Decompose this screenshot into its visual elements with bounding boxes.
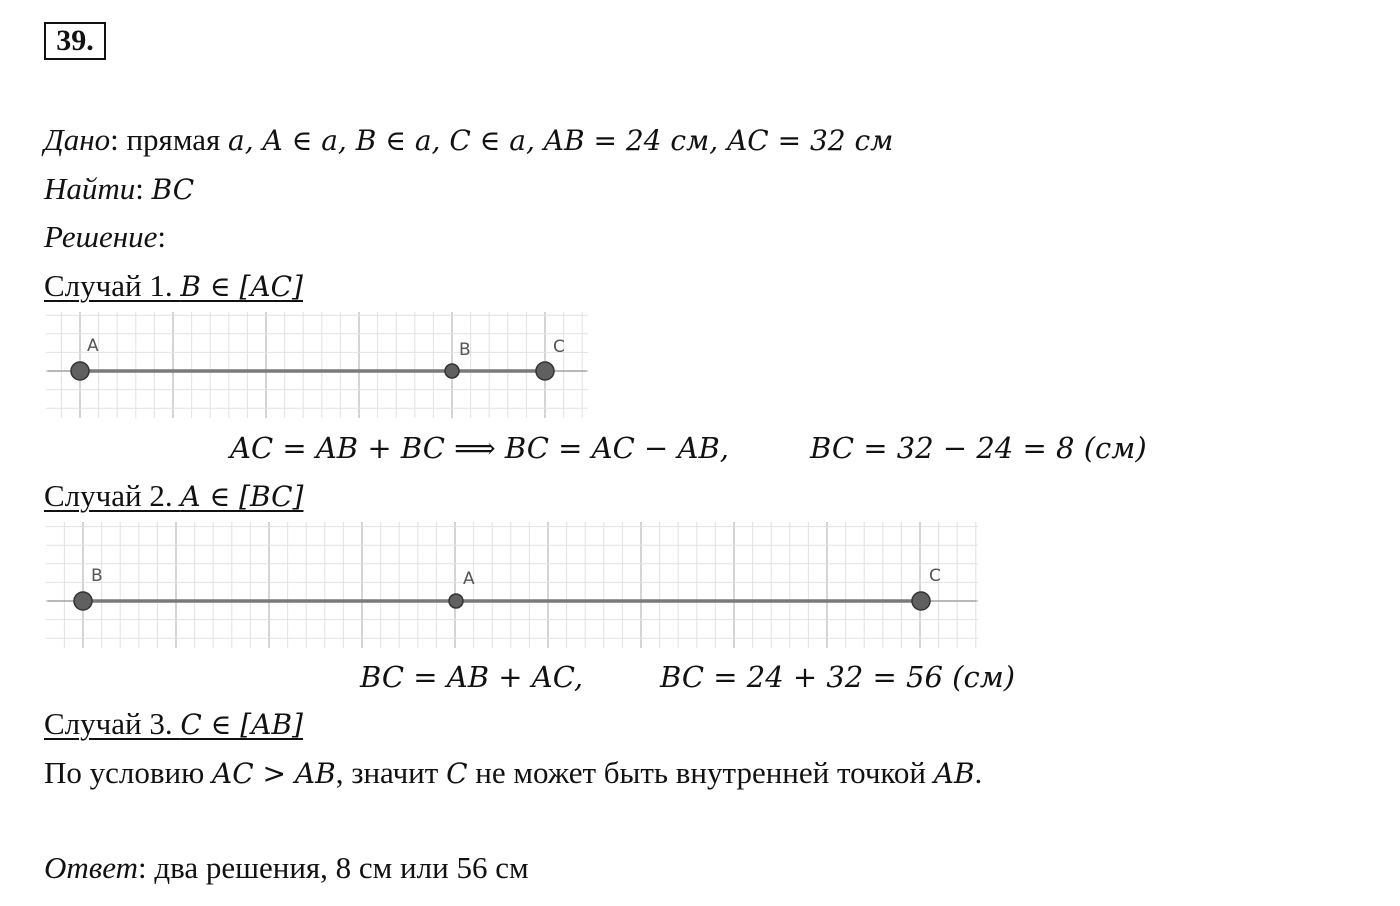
case2-title-text: Случай 2. (44, 478, 181, 513)
given-line (44, 120, 893, 161)
case1-diagram (46, 312, 588, 418)
case3-math-1: AC > AB (212, 757, 336, 790)
solution-line: Решение: (44, 219, 166, 254)
case1-point-c (536, 362, 554, 380)
case2-diagram (46, 522, 978, 648)
case3-text-4: . (974, 755, 983, 790)
case2-grid (46, 522, 978, 648)
solution-label: Решение (44, 219, 158, 254)
case3-text-3: не может быть внутренней точкой (467, 755, 934, 790)
case3-math: C ∈ [AB] (180, 708, 303, 741)
case1-title-text: Случай 1. (44, 268, 181, 303)
case2-math: A ∈ [BC] (180, 480, 304, 513)
case3-text (44, 753, 982, 794)
case3-title-text: Случай 3. (44, 706, 181, 741)
case2-point-b (74, 592, 92, 610)
answer-label: Ответ (44, 850, 138, 885)
case1-label-a: A (87, 336, 99, 356)
answer-text: : два решения, 8 см или 56 см (137, 850, 529, 885)
case2-label-c: C (929, 566, 941, 586)
case2-label-a: A (463, 569, 475, 589)
find-label: Найти (44, 171, 136, 206)
answer-line (44, 848, 529, 888)
case1-equation-right-text: BC = 32 − 24 = 8 (см) (810, 431, 1147, 465)
case1-equation-right (810, 428, 1147, 468)
case2-point-a (449, 594, 463, 608)
case1-math: B ∈ [AC] (180, 270, 303, 303)
case3-text-1: По условию (44, 755, 213, 790)
case1-point-a (71, 362, 89, 380)
given-label: Дано (44, 122, 111, 157)
case3-text-2: , значит (335, 755, 447, 790)
case2-equation-left: BC = AB + AC, (360, 660, 584, 694)
find-math: BC (151, 173, 195, 206)
case2-title (44, 476, 303, 517)
given-math: a, A ∈ a, B ∈ a, C ∈ a, AB = 24 см, AC = 32 см (228, 124, 894, 157)
case3-math-3: AB (933, 757, 975, 790)
case1-equation-left: AC = AB + BC ⟹ BC = AC − AB, (230, 431, 730, 465)
case1-label-b: B (459, 340, 471, 360)
find-line: Найти: BC (44, 171, 195, 206)
given-text: : прямая (110, 122, 228, 157)
case2-label-b: B (91, 566, 103, 586)
case1-point-b (445, 364, 459, 378)
case3-math-2: C (446, 757, 468, 790)
case2-point-c (912, 592, 930, 610)
case1-grid (46, 312, 588, 418)
case2-equation-right: BC = 24 + 32 = 56 (см) (660, 660, 1016, 694)
problem-number: 39. (44, 22, 106, 60)
case1-label-c: C (553, 337, 565, 357)
case3-title (44, 704, 303, 745)
case1-title (44, 266, 303, 307)
